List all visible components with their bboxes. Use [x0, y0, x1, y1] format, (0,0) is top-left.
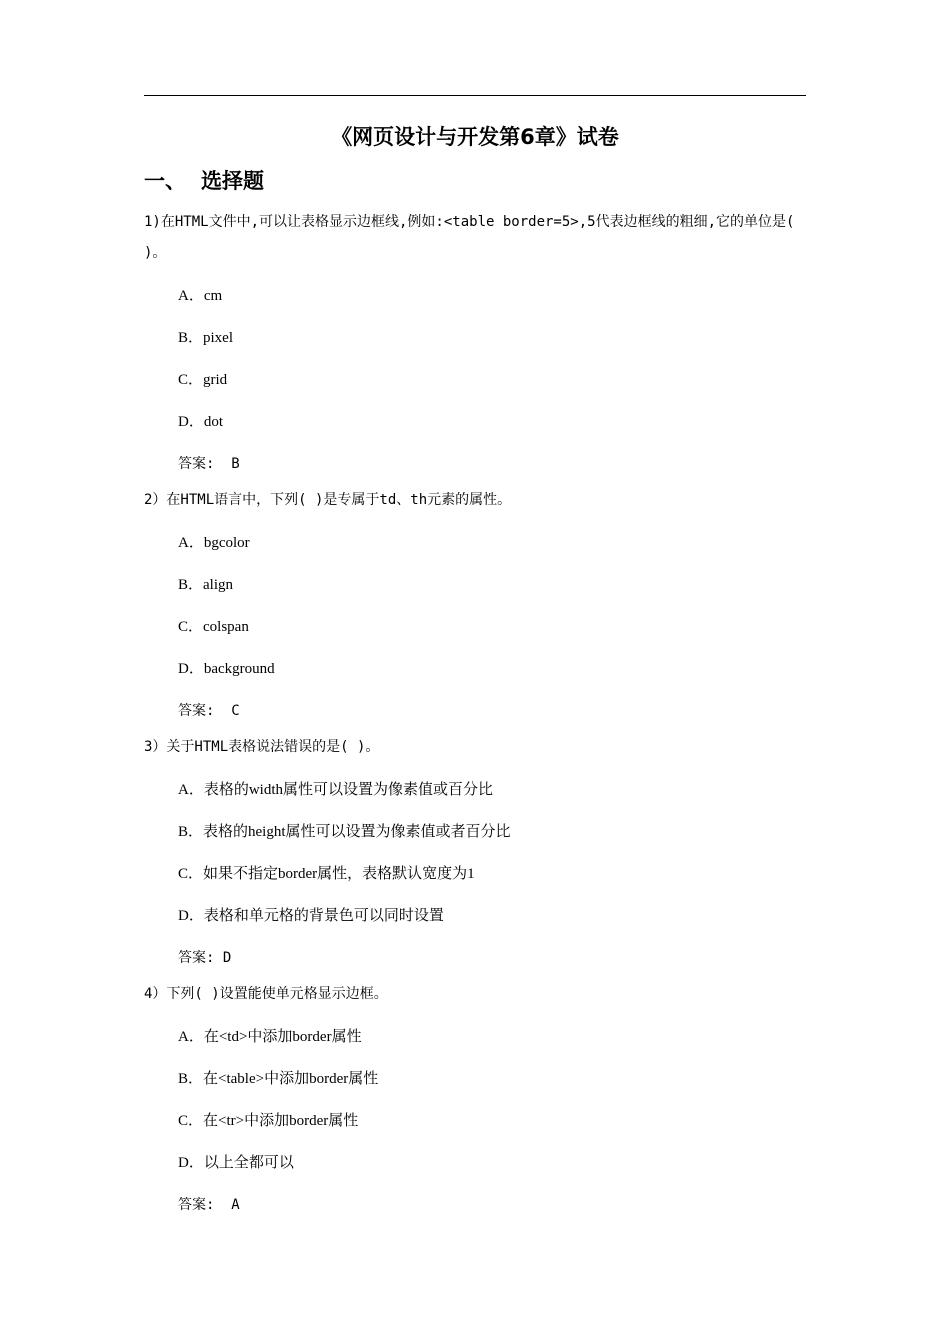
question-4-option-a: A．在<td>中添加border属性 — [178, 1029, 362, 1045]
section-number: 一、 — [144, 169, 186, 193]
question-2-option-a: A．bgcolor — [178, 535, 250, 551]
question-1-option-d: D．dot — [178, 414, 224, 430]
question-2-option-c: C．colspan — [178, 619, 249, 635]
question-1-stem: 1)在HTML文件中,可以让表格显示边框线,例如:<table border=5>,5代表边框线的粗细,它的单位是( )。 — [144, 214, 795, 261]
question-4-stem: 4）下列( )设置能使单元格显示边框。 — [144, 986, 388, 1002]
question-4-option-c: C．在<tr>中添加border属性 — [178, 1113, 359, 1129]
question-3-option-b: B．表格的height属性可以设置为像素值或者百分比 — [178, 824, 511, 840]
question-4-option-d: D．以上全都可以 — [178, 1155, 294, 1171]
question-4-answer: 答案: A — [178, 1197, 240, 1213]
question-4-option-b: B．在<table>中添加border属性 — [178, 1071, 379, 1087]
question-2-stem: 2）在HTML语言中，下列( )是专属于td、th元素的属性。 — [144, 492, 512, 508]
question-2-answer: 答案: C — [178, 703, 240, 719]
section-heading — [144, 165, 264, 197]
document-title: 《网页设计与开发第6章》试卷 — [331, 125, 619, 149]
question-3-option-d: D．表格和单元格的背景色可以同时设置 — [178, 908, 444, 924]
question-2-option-d: D．background — [178, 661, 275, 677]
question-3-stem: 3）关于HTML表格说法错误的是( )。 — [144, 739, 380, 755]
header-rule — [144, 95, 806, 96]
section-title: 选择题 — [201, 169, 264, 193]
question-1-answer: 答案: B — [178, 456, 240, 472]
question-3-option-c: C．如果不指定border属性，表格默认宽度为1 — [178, 866, 475, 882]
question-1-option-b: B．pixel — [178, 330, 233, 346]
question-1-option-a: A．cm — [178, 288, 223, 304]
question-1-option-c: C．grid — [178, 372, 228, 388]
question-3-option-a: A．表格的width属性可以设置为像素值或百分比 — [178, 782, 494, 798]
question-3-answer: 答案: D — [178, 950, 232, 966]
question-2-option-b: B．align — [178, 577, 233, 593]
